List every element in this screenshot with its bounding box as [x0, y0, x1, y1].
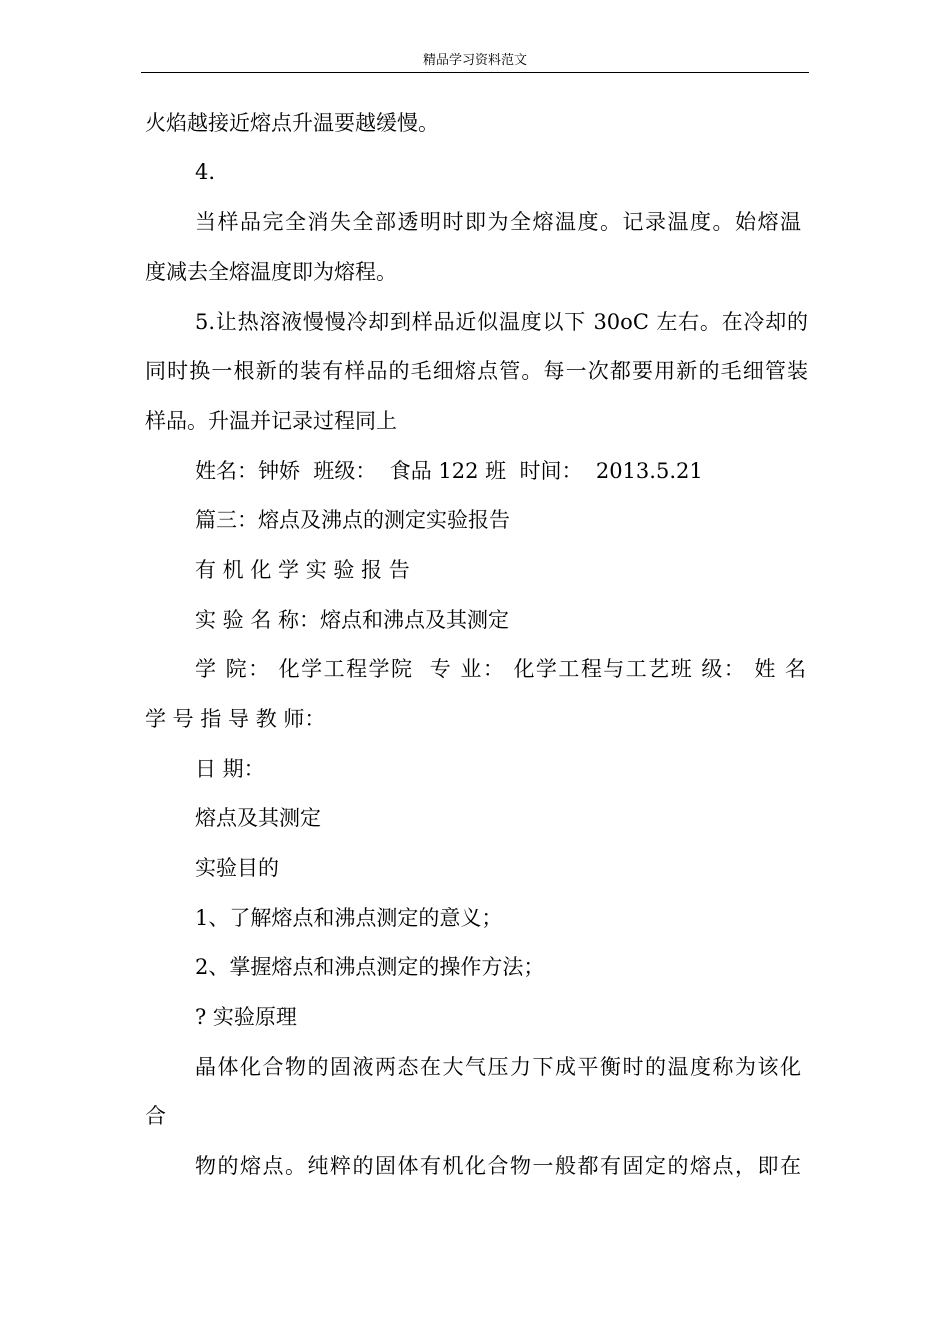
text-line: 实 验 名 称：熔点和沸点及其测定: [195, 608, 510, 632]
text-line: 当样品完全消失全部透明时即为全熔温度。记录温度。始熔温: [195, 210, 801, 234]
text-line: 学 院： 化学工程学院 专 业： 化学工程与工艺班 级： 姓 名: [195, 657, 806, 681]
text-line: 物的熔点。纯粹的固体有机化合物一般都有固定的熔点，即在: [195, 1154, 801, 1178]
page-header: 精品学习资料范文: [422, 53, 527, 68]
text-line: 日 期：: [195, 757, 265, 781]
text-line: 姓名：钟娇 班级： 食品 122 班 时间： 2013.5.21: [195, 459, 703, 483]
text-line: ? 实验原理: [195, 1005, 297, 1029]
header-divider: [141, 72, 809, 73]
text-line: 合: [145, 1104, 166, 1128]
text-line: 2、掌握熔点和沸点测定的操作方法；: [195, 955, 545, 979]
text-line: 篇三：熔点及沸点的测定实验报告: [195, 508, 510, 532]
text-line: 1、了解熔点和沸点测定的意义；: [195, 906, 503, 930]
text-line: 熔点及其测定: [195, 806, 321, 830]
text-line: 实验目的: [195, 856, 279, 880]
text-line: 5.让热溶液慢慢冷却到样品近似温度以下 30oC 左右。在冷却的: [195, 310, 808, 334]
text-line: 度减去全熔温度即为熔程。: [145, 260, 397, 284]
text-line: 4.: [195, 160, 216, 184]
text-line: 火焰越接近熔点升温要越缓慢。: [145, 111, 439, 135]
text-line: 晶体化合物的固液两态在大气压力下成平衡时的温度称为该化: [195, 1055, 801, 1079]
text-line: 同时换一根新的装有样品的毛细熔点管。每一次都要用新的毛细管装: [145, 359, 808, 383]
text-line: 有 机 化 学 实 验 报 告: [195, 558, 410, 582]
text-line: 样品。升温并记录过程同上: [145, 409, 397, 433]
text-line: 学 号 指 导 教 师：: [145, 707, 326, 731]
